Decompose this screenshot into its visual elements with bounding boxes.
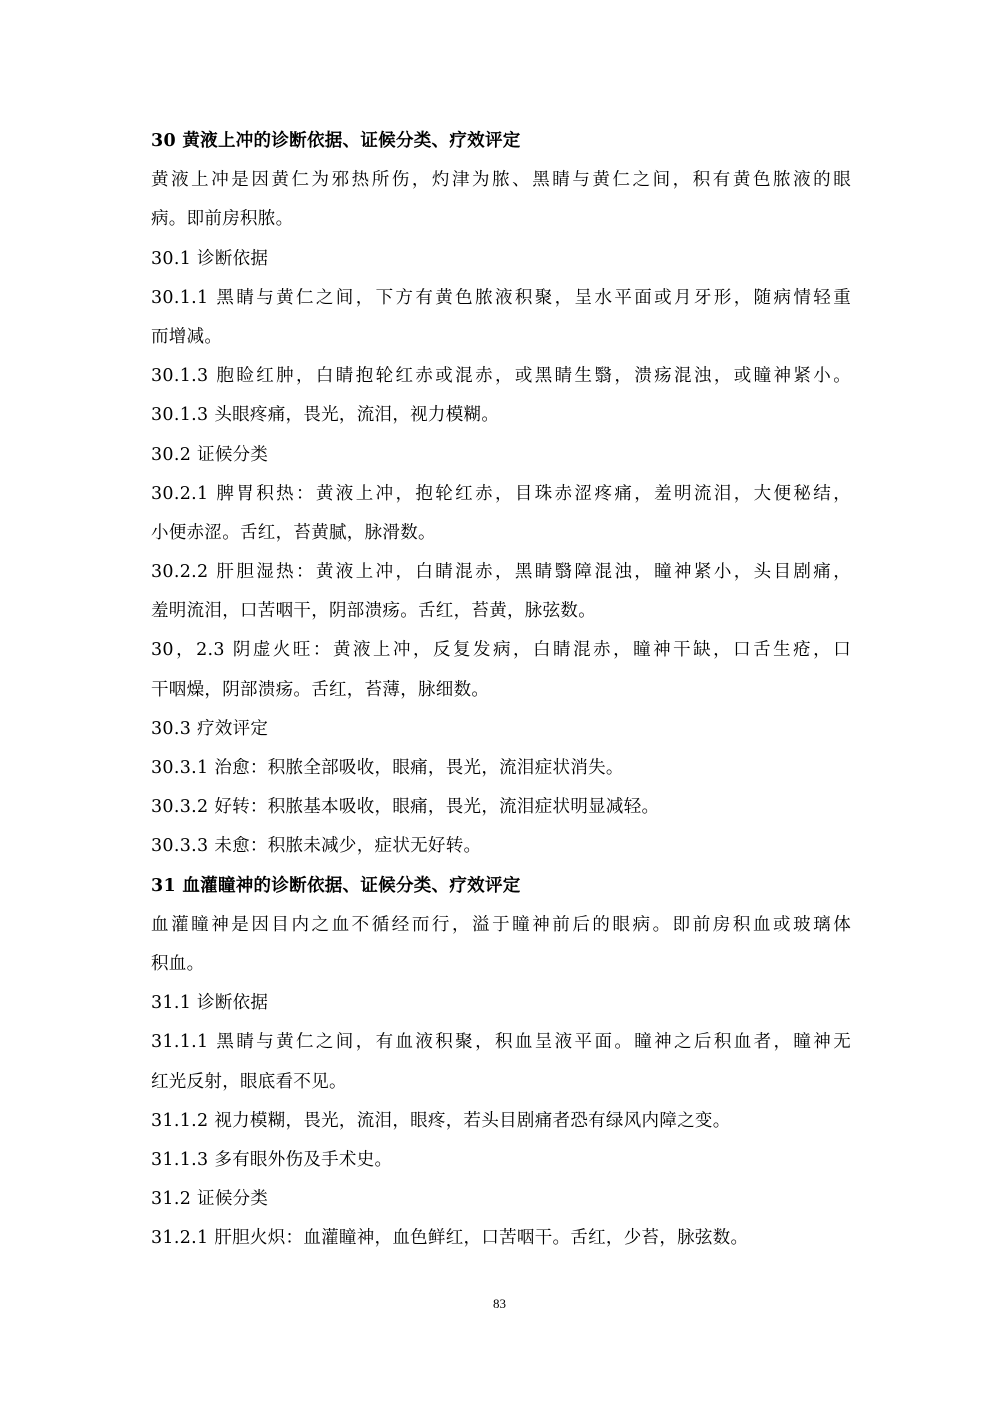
text-line: 病。即前房积脓。 xyxy=(151,209,294,230)
text-line: 30.3.3 未愈：积脓未减少，症状无好转。 xyxy=(151,836,482,857)
text-line: 31.1.3 多有眼外伤及手术史。 xyxy=(151,1149,393,1170)
text-line: 31.1 诊断依据 xyxy=(151,993,269,1014)
text-line: 血灌瞳神是因目内之血不循经而行，溢于瞳神前后的眼病。即前房积血或玻璃体 xyxy=(151,914,851,935)
text-line: 31.2 证候分类 xyxy=(151,1189,269,1210)
text-line: 30.2 证候分类 xyxy=(151,444,269,465)
text-line: 31.1.1 黑睛与黄仁之间，有血液积聚，积血呈液平面。瞳神之后积血者，瞳神无 xyxy=(151,1032,851,1053)
text-line: 30.1.3 胞睑红肿，白睛抱轮红赤或混赤，或黑睛生翳，溃疡混浊，或瞳神紧小。 xyxy=(151,366,851,387)
text-line: 31.2.1 肝胆火炽：血灌瞳神，血色鲜红，口苦咽干。舌红，少苔，脉弦数。 xyxy=(151,1228,749,1249)
text-line: 30.1 诊断依据 xyxy=(151,248,269,269)
text-line: 30.2.1 脾胃积热：黄液上冲，抱轮红赤，目珠赤涩疼痛，羞明流泪，大便秘结， xyxy=(151,483,851,504)
text-line: 30.1.1 黑睛与黄仁之间，下方有黄色脓液积聚，呈水平面或月牙形，随病情轻重 xyxy=(151,287,851,308)
text-line: 30.3.1 治愈：积脓全部吸收，眼痛，畏光，流泪症状消失。 xyxy=(151,758,624,778)
text-line: 小便赤涩。舌红，苔黄腻，脉滑数。 xyxy=(151,522,436,543)
text-line: 羞明流泪，口苦咽干，阴部溃疡。舌红，苔黄，脉弦数。 xyxy=(151,601,596,622)
page-body xyxy=(151,122,851,1258)
text-line: 30.1.3 头眼疼痛，畏光，流泪，视力模糊。 xyxy=(151,405,500,426)
text-line: 31.1.2 视力模糊，畏光，流泪，眼疼，若头目剧痛者恐有绿风内障之变。 xyxy=(151,1110,731,1131)
text-line: 干咽燥，阴部溃疡。舌红，苔薄，脉细数。 xyxy=(151,679,490,700)
section-heading: 31 血灌瞳神的诊断依据、证候分类、疗效评定 xyxy=(151,875,521,896)
text-line: 红光反射，眼底看不见。 xyxy=(151,1071,347,1092)
text-line: 30.3 疗效评定 xyxy=(151,718,269,739)
text-line: 黄液上冲是因黄仁为邪热所伤，灼津为脓、黑睛与黄仁之间，积有黄色脓液的眼 xyxy=(151,170,851,191)
section-heading: 30 黄液上冲的诊断依据、证候分类、疗效评定 xyxy=(151,131,521,151)
text-line: 积血。 xyxy=(151,953,205,974)
page-number: 83 xyxy=(493,1296,506,1311)
text-line: 30.3.2 好转：积脓基本吸收，眼痛，畏光，流泪症状明显减轻。 xyxy=(151,797,660,818)
text-line: 而增减。 xyxy=(151,326,223,347)
text-line: 30.2.2 肝胆湿热：黄液上冲，白睛混赤，黑睛翳障混浊，瞳神紧小，头目剧痛， xyxy=(151,562,851,583)
text-line: 30，2.3 阴虚火旺：黄液上冲，反复发病，白睛混赤，瞳神干缺，口舌生疮，口 xyxy=(151,640,851,661)
